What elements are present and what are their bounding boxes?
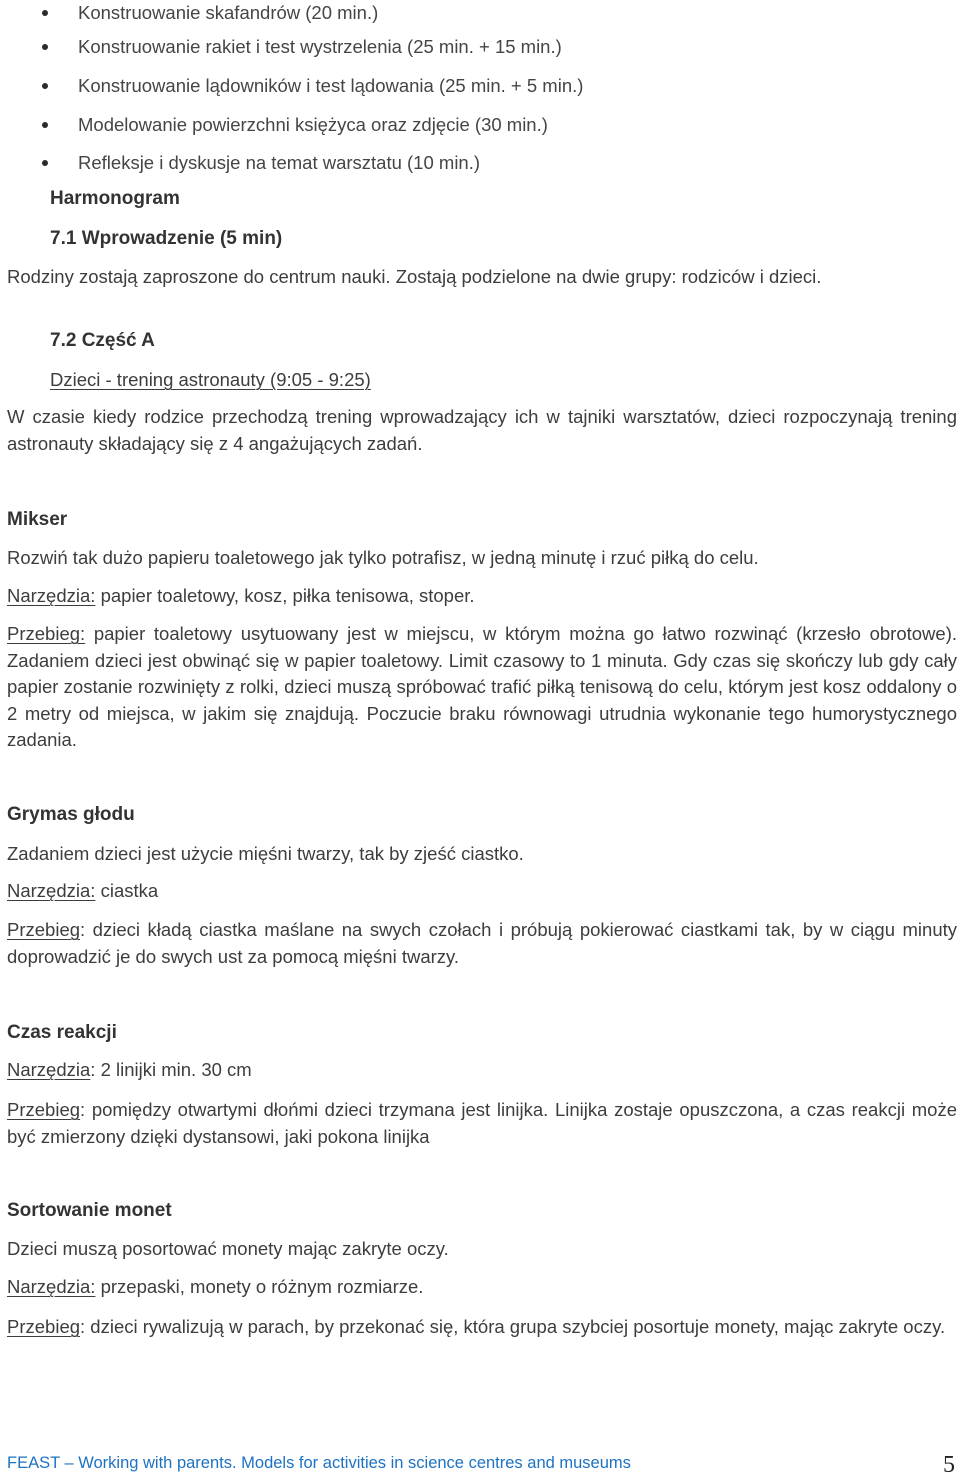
footer-text: FEAST – Working with parents. Models for activities in science centres and museums [7,1454,631,1472]
mikser-tools [7,585,475,607]
monety-process-value: : dzieci rywalizują w parach, by przekonać się, która grupa szybciej posortuje monety, mając zakryte oczy. [80,1316,946,1337]
bullet-icon [42,44,48,50]
process-label: Przebieg [7,1099,81,1120]
monety-title: Sortowanie monet [7,1200,172,1221]
bullet-icon [42,160,48,166]
harmonogram-heading: Harmonogram [50,188,180,209]
page-number: 5 [943,1452,955,1478]
section-7-2-text: W czasie kiedy rodzice przechodzą trening wprowadzający ich w tajniki warsztatów, dzieci rozpoczynają trening astronauty składający się z 4 angażujących zadań. [7,406,957,454]
grymas-process-value: : dzieci kładą ciastka maślane na swych czołach i próbują pokierować ciastkami tak, by w ciągu minuty doprowadzić je do swych ust za pomocą mięśni twarzy. [7,919,957,967]
grymas-tools [7,880,158,902]
bullet-icon [42,10,48,16]
bullet-icon [42,122,48,128]
mikser-process [7,621,957,754]
section-7-2-title: 7.2 Część A [50,330,155,351]
grymas-description: Zadaniem dzieci jest użycie mięśni twarzy, tak by zjeść ciastko. [7,843,524,864]
tools-label: Narzędzia: [7,880,96,901]
mikser-title: Mikser [7,509,68,530]
czas-tools-value: : 2 linijki min. 30 cm [90,1059,252,1080]
monety-tools [7,1276,423,1298]
mikser-process-value: papier toaletowy usytuowany jest w miejscu, w którym można go łatwo rozwinąć (krzesło obrotowe). Zadaniem dzieci jest obwinąć się w papier toaletowy. Limit czasowy to 1 minuta. Gdy czas się skończy lub gdy cały papier zostanie rozwinięty z rolki, dzieci muszą spróbować trafić piłką tenisową do celu, którym jest kosz oddalony o 2 metry od miejsca, w jakim się znajdują. Poczucie braku równowagi utrudnia wykonanie tego humorystycznego zadania. [7,623,957,750]
section-7-2-subtitle: Dzieci - trening astronauty (9:05 - 9:25) [50,369,371,390]
mikser-tools-value: papier toaletowy, kosz, piłka tenisowa, stoper. [95,585,475,606]
czas-tools [7,1059,252,1081]
process-label: Przebieg [7,919,81,940]
monety-process [7,1314,957,1341]
grymas-title: Grymas głodu [7,804,135,825]
mikser-description: Rozwiń tak dużo papieru toaletowego jak tylko potrafisz, w jedną minutę i rzuć piłką do celu. [7,547,759,568]
grymas-tools-value: ciastka [95,880,159,901]
section-7-1-title: 7.1 Wprowadzenie (5 min) [50,228,283,249]
tools-label: Narzędzia: [7,585,96,606]
monety-tools-value: przepaski, monety o różnym rozmiarze. [95,1276,424,1297]
czas-title: Czas reakcji [7,1022,117,1043]
monety-description: Dzieci muszą posortować monety mając zakryte oczy. [7,1238,449,1259]
tools-label: Narzędzia [7,1059,91,1080]
tools-label: Narzędzia: [7,1276,96,1297]
section-7-1-text: Rodziny zostają zaproszone do centrum nauki. Zostają podzielone na dwie grupy: rodziców i dzieci. [7,266,822,287]
czas-process-value: : pomiędzy otwartymi dłońmi dzieci trzymana jest linijka. Linijka zostaje opuszczona, a czas reakcji może być zmierzony dzięki dystansowi, jaki pokona linijka [7,1099,957,1147]
czas-process [7,1097,957,1150]
process-label: Przebieg [7,1316,81,1337]
grymas-process [7,917,957,970]
bullet-icon [42,83,48,89]
process-label: Przebieg: [7,623,86,644]
